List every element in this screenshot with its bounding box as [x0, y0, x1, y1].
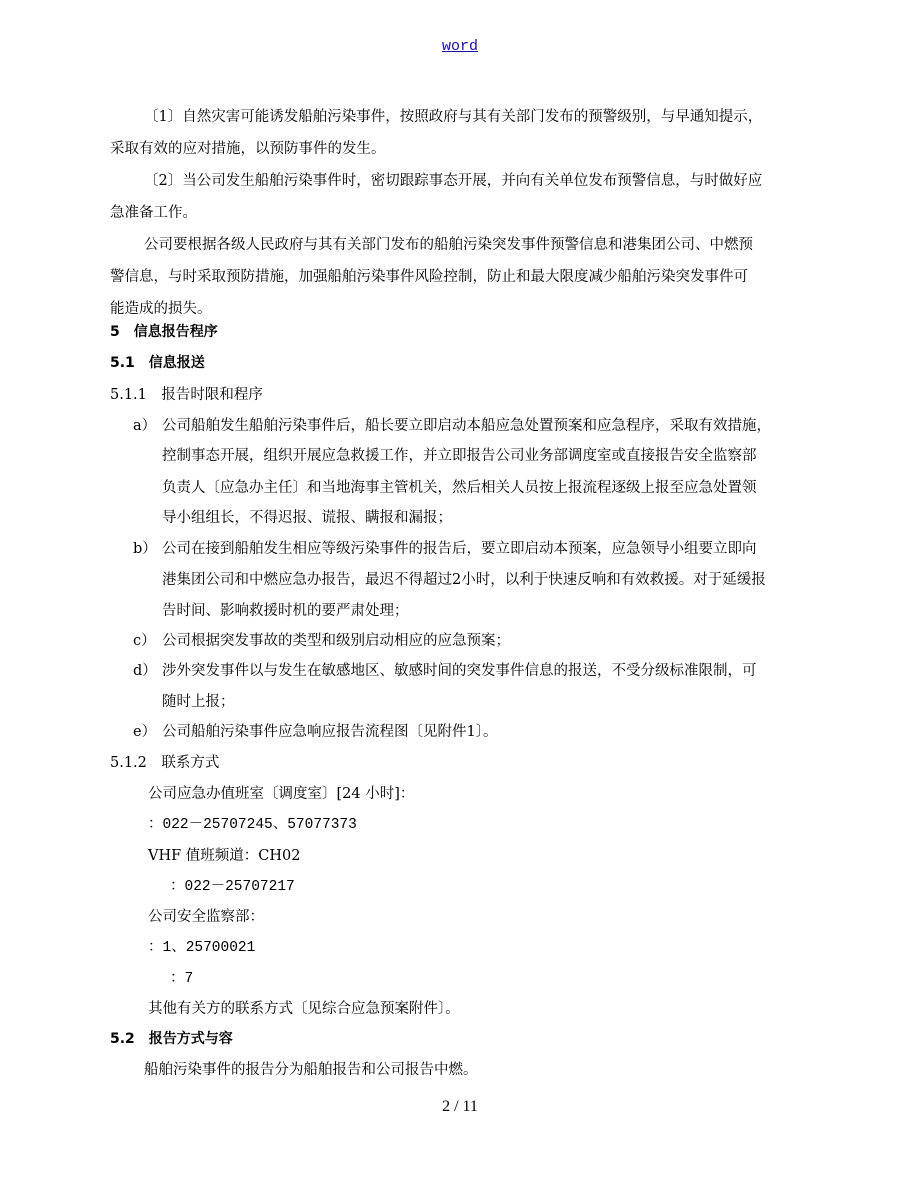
list-item-d-line-2: 随时上报；	[162, 694, 235, 710]
contact-safety-dept: 公司安全监察部：	[148, 909, 264, 925]
heading-5-2: 5.2 报告方式与容	[110, 1031, 233, 1047]
heading-5-1: 5.1 信息报送	[110, 355, 205, 371]
paragraph-3-line-3: 能造成的损失。	[110, 301, 212, 317]
contact-duty-phone: ：022－25707245、57077373	[148, 817, 357, 833]
list-item-a-line-1: 公司船舶发生船舶污染事件后，船长要立即启动本船应急处置预案和应急程序，采取有效措施，	[162, 418, 771, 434]
list-item-d-line-1: 涉外突发事件以与发生在敏感地区、敏感时间的突发事件信息的报送，不受分级标准限制，可	[162, 663, 757, 679]
paragraph-2-line-2: 急准备工作。	[110, 205, 197, 221]
contact-vhf-channel: VHF 值班频道：CH02	[148, 848, 301, 864]
list-item-b-line-1: 公司在接到船舶发生相应等级污染事件的报告后，要立即启动本预案，应急领导小组要立即向	[162, 541, 757, 557]
contact-others: 其他有关方的联系方式〔见综合应急预案附件〕。	[148, 1001, 460, 1017]
list-label-a: a）	[133, 418, 157, 434]
contact-safety-phone-2: ：7	[170, 971, 194, 987]
section-5-2-text: 船舶污染事件的报告分为船舶报告和公司报告中燃。	[144, 1062, 478, 1078]
list-label-d: d）	[133, 663, 157, 679]
list-item-a-line-2: 控制事态开展，组织开展应急救援工作，并立即报告公司业务部调度室或直接报告安全监察部	[162, 448, 757, 464]
list-label-b: b）	[133, 541, 157, 557]
list-item-b-line-2: 港集团公司和中燃应急办报告，最迟不得超过2小时，以利于快速反响和有效救援。对于延缓报	[162, 572, 766, 588]
paragraph-2-line-1: 〔2〕当公司发生船舶污染事件时，密切跟踪事态开展，并向有关单位发布预警信息，与时做好应	[144, 173, 763, 189]
header-word-link[interactable]: word	[441, 38, 478, 55]
contact-safety-phone-1: ：1、25700021	[148, 940, 256, 956]
paragraph-3-line-1: 公司要根据各级人民政府与其有关部门发布的船舶污染突发事件预警信息和港集团公司、中燃预	[144, 237, 753, 253]
list-item-c-line-1: 公司根据突发事故的类型和级别启动相应的应急预案；	[162, 633, 510, 649]
list-item-a-line-3: 负责人〔应急办主任〕和当地海事主管机关，然后相关人员按上报流程逐级上报至应急处置领	[162, 480, 757, 496]
heading-5: 5 信息报告程序	[110, 324, 218, 340]
heading-5-1-2: 5.1.2 联系方式	[110, 755, 220, 771]
contact-duty-room: 公司应急办值班室〔调度室〕[24 小时]：	[148, 786, 415, 802]
list-item-e-line-1: 公司船舶污染事件应急响应报告流程图〔见附件1〕。	[162, 724, 498, 740]
paragraph-1-line-1: 〔1〕自然灾害可能诱发船舶污染事件，按照政府与其有关部门发布的预警级别，与早通知提示，	[144, 109, 763, 125]
paragraph-1-line-2: 采取有效的应对措施，以预防事件的发生。	[110, 141, 386, 157]
page-number: 2 / 11	[442, 1098, 478, 1115]
list-label-c: c）	[133, 633, 156, 649]
heading-5-1-1: 5.1.1 报告时限和程序	[110, 387, 263, 403]
paragraph-3-line-2: 警信息，与时采取预防措施，加强船舶污染事件风险控制，防止和最大限度减少船舶污染突发事件可	[110, 269, 748, 285]
list-item-b-line-3: 告时间、影响救援时机的要严肃处理；	[162, 603, 409, 619]
contact-vhf-phone: ：022－25707217	[170, 879, 295, 895]
list-label-e: e）	[133, 724, 157, 740]
list-item-a-line-4: 导小组组长，不得迟报、谎报、瞒报和漏报；	[162, 510, 452, 526]
